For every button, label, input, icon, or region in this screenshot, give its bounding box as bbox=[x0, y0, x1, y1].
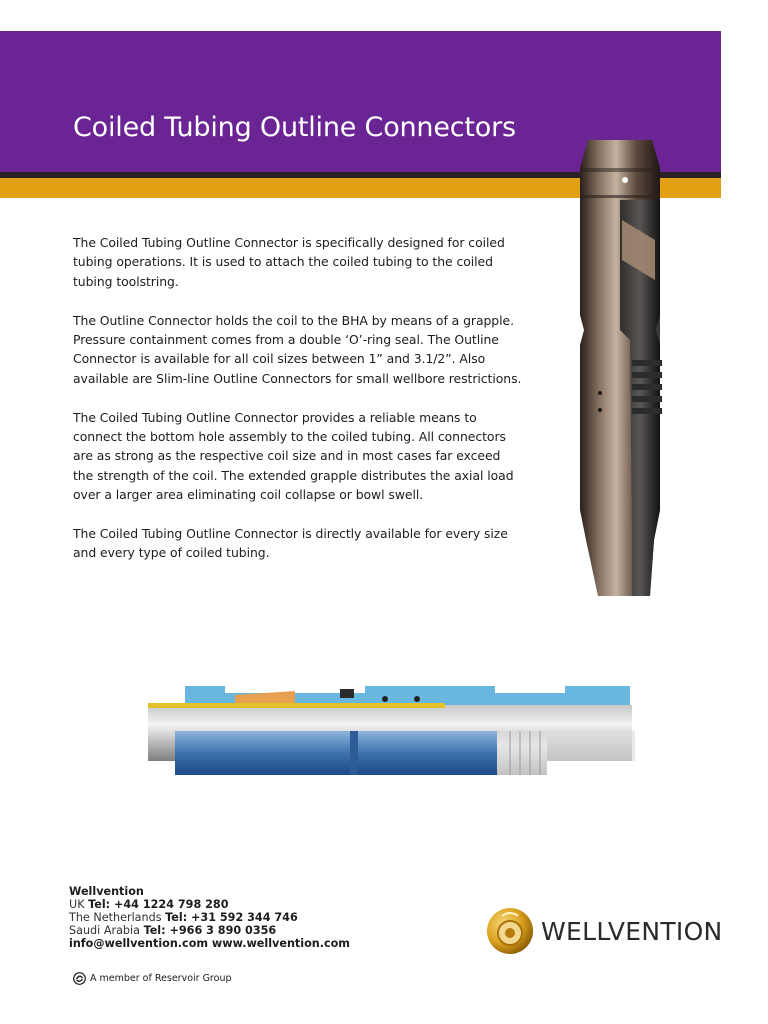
email-website: info@wellvention.com www.wellvention.com bbox=[69, 937, 350, 950]
connector-3d-image bbox=[570, 140, 670, 596]
company-name: Wellvention bbox=[69, 885, 144, 898]
paragraph: The Coiled Tubing Outline Connector is directly available for every size and every type of coiled tubing. bbox=[73, 526, 508, 561]
contact-block bbox=[69, 885, 350, 950]
sa-contact: Saudi Arabia Tel: +966 3 890 0356 bbox=[69, 924, 277, 937]
member-line bbox=[73, 972, 232, 985]
paragraph: The Outline Connector holds the coil to the BHA by means of a grapple. Pressure containment comes from a double ‘O’-ring seal. The Outline Connector is available for all coil sizes between 1” and 3.1/2”. Also available are Slim-line Outline Connectors for small wellbore restrictions. bbox=[73, 312, 522, 386]
connector-cutaway-diagram bbox=[145, 683, 635, 781]
nl-contact: The Netherlands Tel: +31 592 344 746 bbox=[69, 911, 298, 924]
member-text: A member of Reservoir Group bbox=[90, 973, 232, 984]
logo-text: WELLVENTION bbox=[541, 916, 723, 946]
paragraph: The Coiled Tubing Outline Connector is specifically designed for coiled tubing operations. It is used to attach the coiled tubing to the coiled tubing toolstring. bbox=[73, 235, 505, 289]
reservoir-group-icon bbox=[73, 972, 86, 985]
page-title: Coiled Tubing Outline Connectors bbox=[73, 112, 516, 143]
wellvention-logo bbox=[485, 906, 723, 956]
paragraph: The Coiled Tubing Outline Connector provides a reliable means to connect the bottom hole assembly to the coiled tubing. All connectors are as strong as the respective coil size and in most cases far exceed the strength of the coil. The extended grapple distributes the axial load over a larger area eliminating coil collapse or bowl swell. bbox=[73, 409, 514, 503]
body-text bbox=[73, 233, 523, 582]
wellvention-logo-icon bbox=[485, 906, 535, 956]
uk-contact: UK Tel: +44 1224 798 280 bbox=[69, 898, 229, 911]
